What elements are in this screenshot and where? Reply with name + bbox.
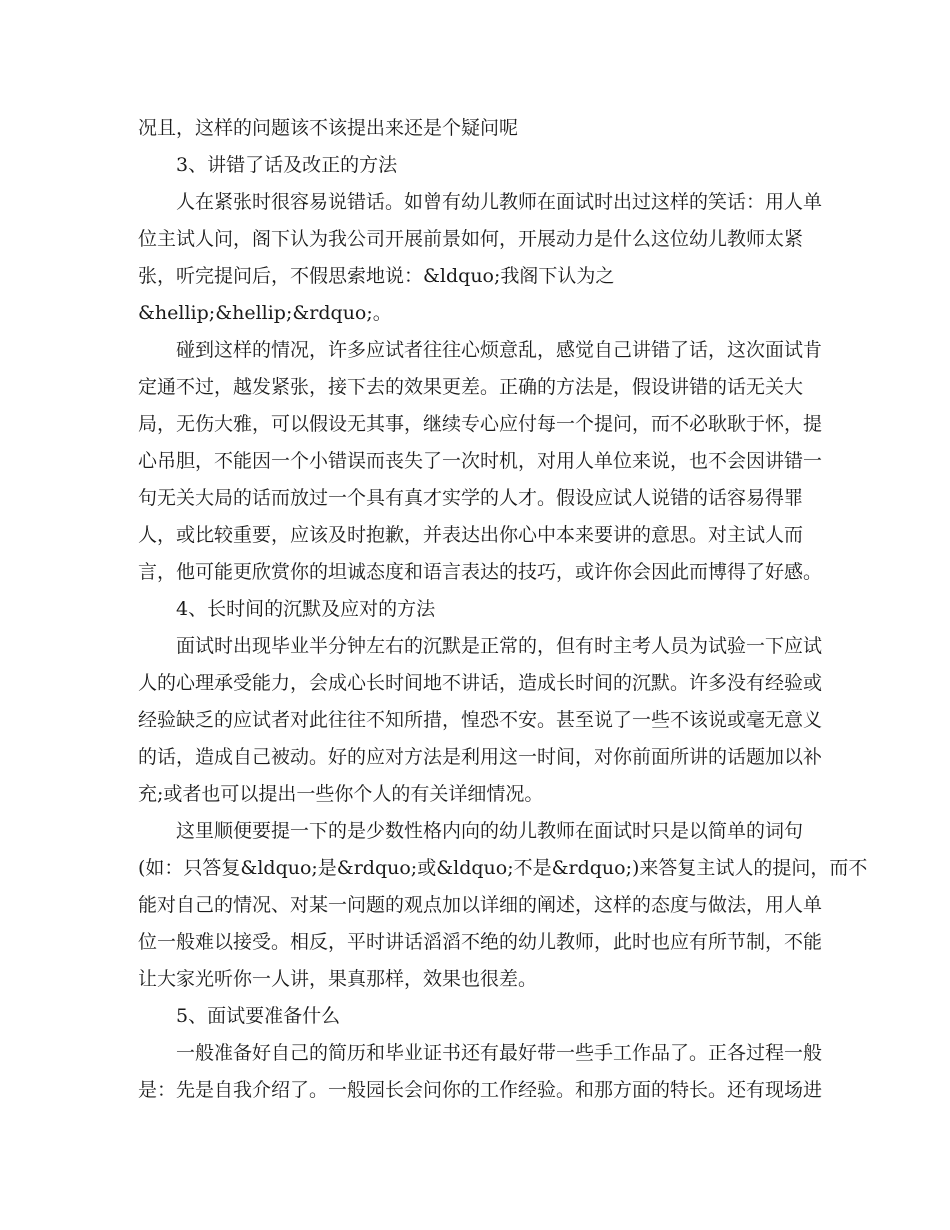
text-line: 人的心理承受能力，会成心长时间地不讲话，造成长时间的沉默。许多没有经验或	[138, 672, 823, 694]
document-body	[138, 110, 868, 1109]
text-line: 人，或比较重要，应该及时抱歉，并表达出你心中本来要讲的意思。对主试人而	[138, 524, 804, 546]
text-line: 面试时出现毕业半分钟左右的沉默是正常的，但有时主考人员为试验一下应试	[176, 635, 823, 657]
text-line: 人在紧张时很容易说错话。如曾有幼儿教师在面试时出过这样的笑话：用人单	[176, 191, 823, 213]
text-line: 况且，这样的问题该不该提出来还是个疑问呢	[138, 117, 519, 139]
section-heading: 3、讲错了话及改正的方法	[176, 154, 398, 176]
text-line: 位主试人问，阁下认为我公司开展前景如何，开展动力是什么这位幼儿教师太紧	[138, 228, 804, 250]
text-line: &hellip;&hellip;&rdquo;。	[138, 302, 392, 324]
text-line: 张，听完提问后，不假思索地说：&ldquo;我阁下认为之	[138, 265, 615, 287]
section-heading: 5、面试要准备什么	[176, 1005, 341, 1027]
text-line: 心吊胆，不能因一个小错误而丧失了一次时机，对用人单位来说，也不会因讲错一	[138, 450, 823, 472]
text-line: 能对自己的情况、对某一问题的观点加以详细的阐述，这样的态度与做法，用人单	[138, 894, 823, 916]
text-line: 言，他可能更欣赏你的坦诚态度和语言表达的技巧，或许你会因此而博得了好感。	[138, 561, 823, 583]
text-line: 这里顺便要提一下的是少数性格内向的幼儿教师在面试时只是以简单的词句	[176, 820, 804, 842]
text-line: 是：先是自我介绍了。一般园长会问你的工作经验。和那方面的特长。还有现场进	[138, 1079, 823, 1101]
text-line: (如：只答复&ldquo;是&rdquo;或&ldquo;不是&rdquo;)来答复主试人的提问，而不	[138, 857, 868, 879]
text-line: 经验缺乏的应试者对此往往不知所措，惶恐不安。甚至说了一些不该说或毫无意义	[138, 709, 823, 731]
text-line: 的话，造成自己被动。好的应对方法是利用这一时间，对你前面所讲的话题加以补	[138, 746, 823, 768]
text-line: 句无关大局的话而放过一个具有真才实学的人才。假设应试人说错的话容易得罪	[138, 487, 804, 509]
text-line: 一般准备好自己的简历和毕业证书还有最好带一些手工作品了。正各过程一般	[176, 1042, 823, 1064]
text-line: 充;或者也可以提出一些你个人的有关详细情况。	[138, 783, 544, 805]
text-line: 位一般难以接受。相反，平时讲话滔滔不绝的幼儿教师，此时也应有所节制，不能	[138, 931, 823, 953]
section-heading: 4、长时间的沉默及应对的方法	[176, 598, 436, 620]
text-line: 让大家光听你一人讲，果真那样，效果也很差。	[138, 968, 538, 990]
text-line: 定通不过，越发紧张，接下去的效果更差。正确的方法是，假设讲错的话无关大	[138, 376, 804, 398]
text-line: 碰到这样的情况，许多应试者往往心烦意乱，感觉自己讲错了话，这次面试肯	[176, 339, 823, 361]
text-line: 局，无伤大雅，可以假设无其事，继续专心应付每一个提问，而不必耿耿于怀，提	[138, 413, 823, 435]
